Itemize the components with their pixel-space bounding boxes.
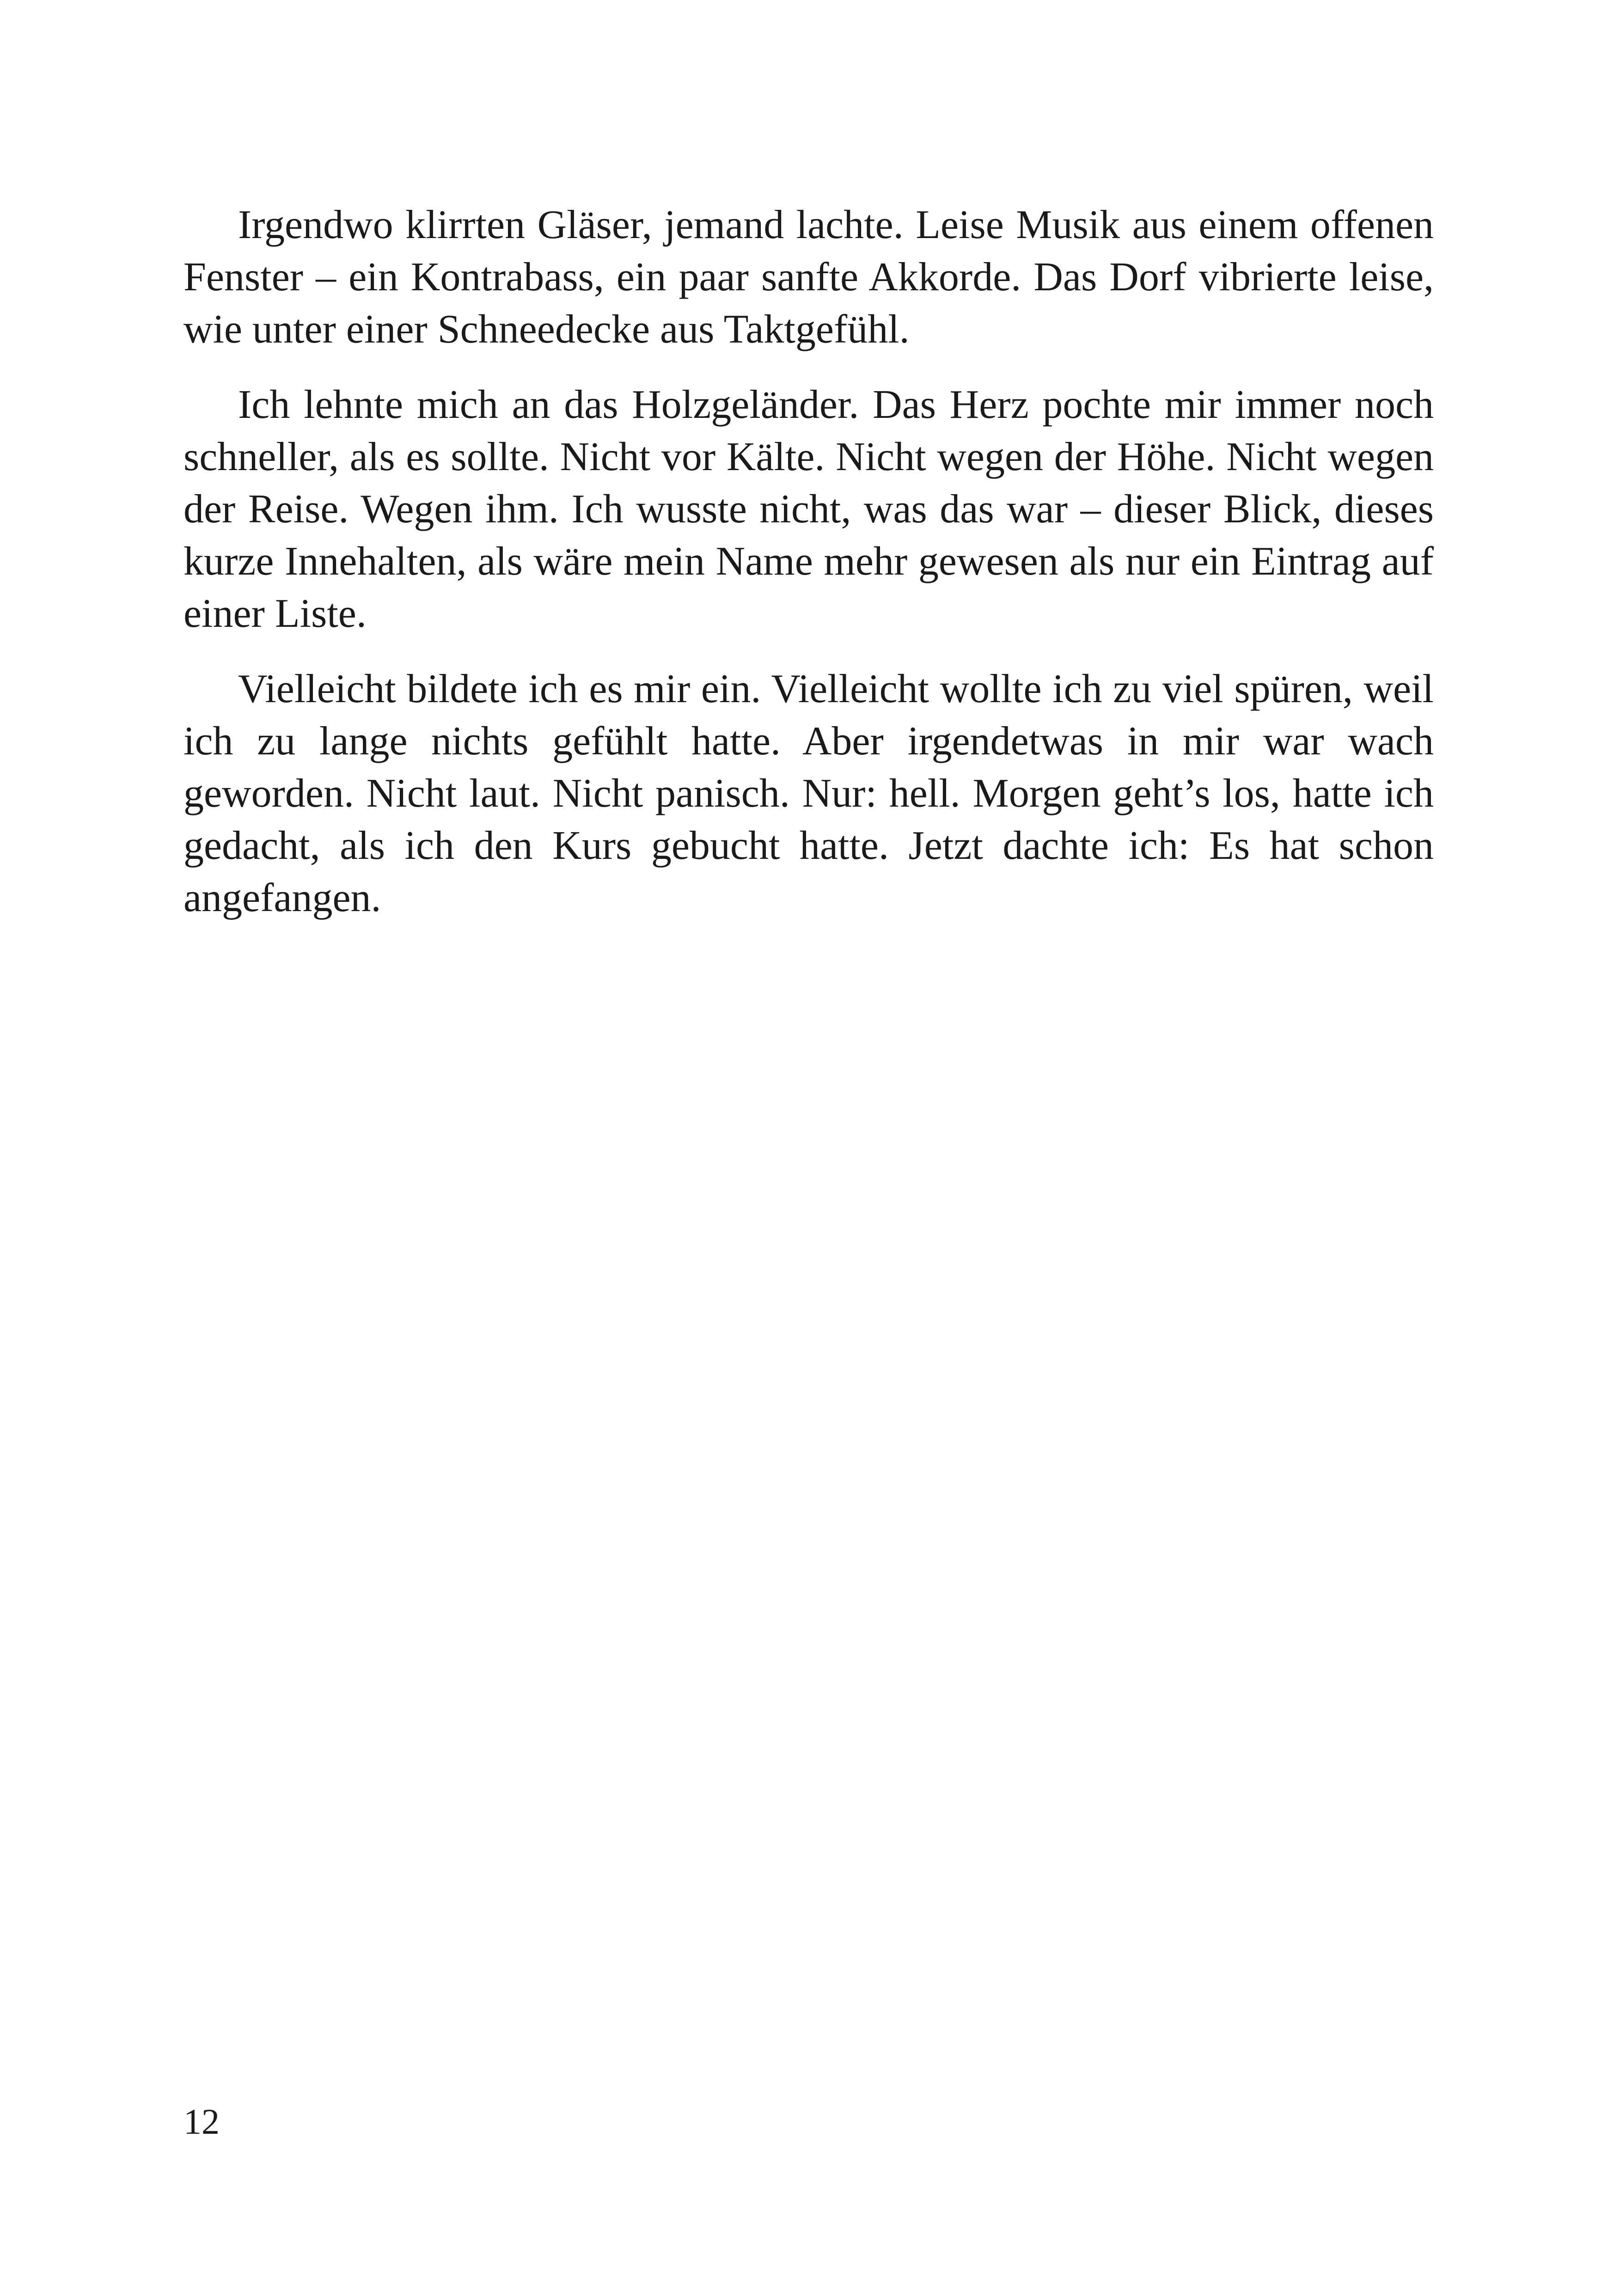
page-number: 12 [183, 2101, 220, 2142]
paragraph-1: Irgendwo klirrten Gläser, jemand lachte. Leise Musik aus einem offenen Fenster – ein Kontrabass, ein paar sanfte Akkorde. Das Dorf vibrierte leise, wie unter einer Schneedecke aus Taktgefühl. [183, 202, 1434, 352]
paragraph-3: Vielleicht bildete ich es mir ein. Vielleicht wollte ich zu viel spüren, weil ich zu lange nichts gefühlt hatte. Aber irgendetwas in mir war wach geworden. Nicht laut. Nicht panisch. Nur: hell. Morgen geht’s los, hatte ich gedacht, als ich den Kurs gebucht hatte. Jetzt dachte ich: Es hat schon angefangen. [183, 667, 1434, 920]
paragraph-2: Ich lehnte mich an das Holzgeländer. Das Herz pochte mir immer noch schneller, als es sollte. Nicht vor Kälte. Nicht wegen der Höhe. Nicht wegen der Reise. Wegen ihm. Ich wusste nicht, was das war – dieser Blick, dieses kurze Innehalten, als wäre mein Name mehr gewesen als nur ein Eintrag auf einer Liste. [183, 382, 1434, 636]
body-text [183, 199, 1434, 947]
